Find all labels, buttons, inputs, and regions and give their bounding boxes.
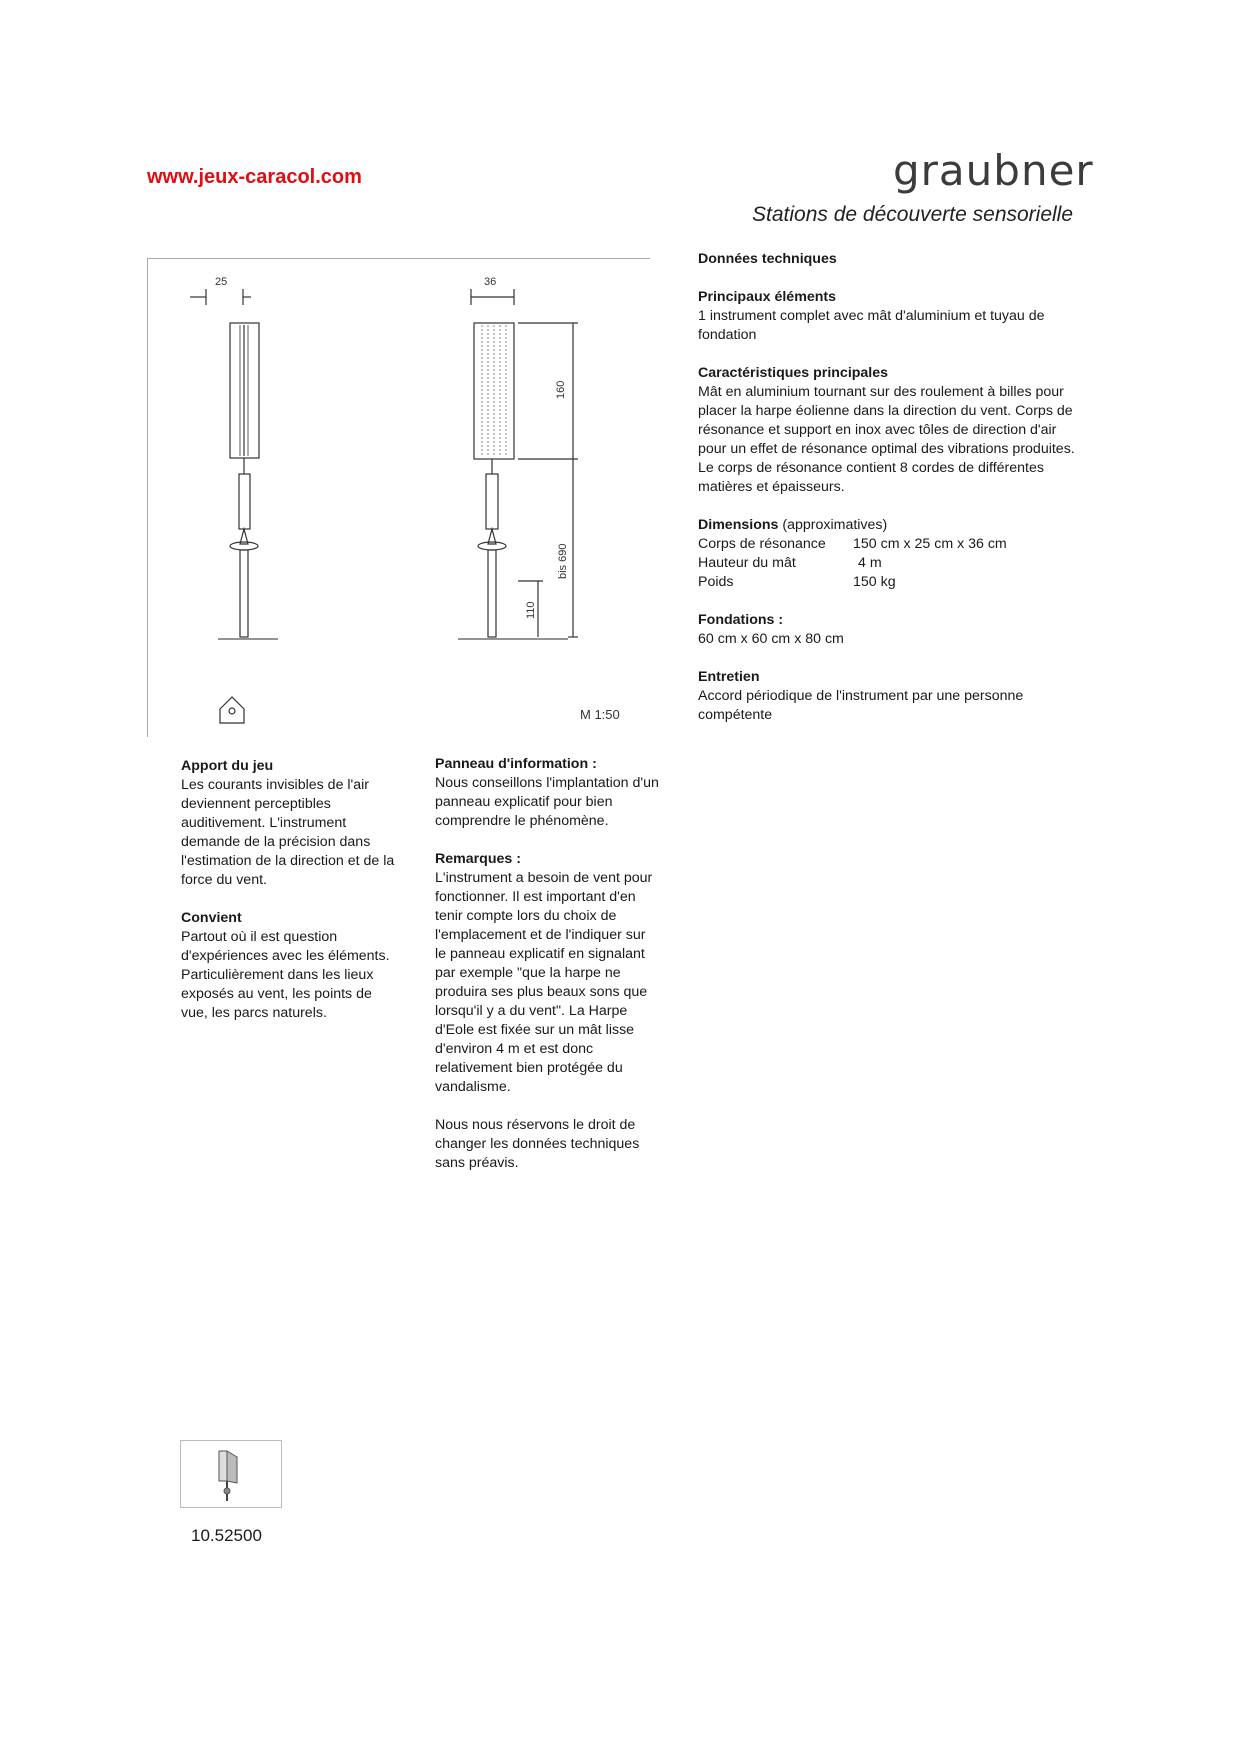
info-panel-heading: Panneau d'information : — [435, 756, 597, 772]
main-features-heading: Caractéristiques principales — [698, 365, 889, 381]
side-flange — [478, 542, 506, 550]
front-foundation-pipe — [240, 550, 248, 637]
left-column — [181, 757, 401, 1042]
middle-column — [435, 755, 660, 1192]
main-elements-heading: Principaux éléments — [698, 289, 836, 305]
article-number: 10.52500 — [191, 1526, 262, 1545]
technical-drawing — [147, 258, 650, 737]
front-mast-upper — [239, 474, 250, 529]
suits-text: Partout où il est question d'expériences avec les éléments. Particulièrement dans les lieux exposés au vent, les points de vue, les parcs naturels. — [181, 929, 390, 1021]
benefit-text: Les courants invisibles de l'air deviennent perceptibles auditivement. L'instrument demande de la précision dans l'estimation de la direction et de la force du vent. — [181, 777, 395, 888]
dimensions-qualifier: (approximatives) — [782, 517, 888, 533]
site-url-link[interactable]: www.jeux-caracol.com — [147, 166, 362, 188]
dimension-row — [698, 554, 1078, 573]
foundations-text: 60 cm x 60 cm x 80 cm — [698, 631, 844, 647]
dimension-row — [698, 573, 1078, 592]
dimension-value: 4 m — [858, 555, 882, 571]
dim-label-mast: bis 690 — [557, 543, 569, 579]
brand-logo: graubner — [893, 146, 1094, 195]
age-symbol-house — [220, 697, 244, 723]
benefit-heading: Apport du jeu — [181, 758, 274, 774]
dimension-label: Hauteur du mât — [698, 555, 796, 571]
info-panel-text: Nous conseillons l'implantation d'un panneau explicatif pour bien comprendre le phénomène. — [435, 775, 659, 829]
age-symbol-dot — [229, 708, 235, 714]
side-foundation-pipe — [488, 550, 496, 637]
dimension-value: 150 cm x 25 cm x 36 cm — [853, 536, 1007, 552]
side-mast-upper — [486, 474, 498, 529]
drawing-svg — [148, 259, 650, 737]
remarks-heading: Remarques : — [435, 851, 521, 867]
foundations-heading: Fondations : — [698, 612, 784, 628]
technical-title: Données techniques — [698, 251, 837, 267]
remarks-text: L'instrument a besoin de vent pour fonctionner. Il est important d'en tenir compte lors du choix de l'emplacement et de l'indiquer sur le panneau explicatif en signalant par exemple "que la harpe ne produira ses plus beaux sons que lorsqu'il y a du vent". La Harpe d'Eole est fixée sur un mât lisse d'environ 4 m et est donc relativement bien protégée du vandalisme. — [435, 870, 653, 1095]
suits-heading: Convient — [181, 910, 242, 926]
product-thumbnail — [180, 1440, 282, 1508]
main-features-text: Mât en aluminium tournant sur des roulement à billes pour placer la harpe éolienne dans la direction du vent. Corps de résonance et support en inox avec tôles de direction d'air pour un effet de résonance optimal des vibrations produites. Le corps de résonance contient 8 cordes de différentes matières et épaisseurs. — [698, 384, 1075, 495]
dimension-label: Poids — [698, 574, 734, 590]
dimension-label: Corps de résonance — [698, 536, 826, 552]
page-subtitle: Stations de découverte sensorielle — [752, 203, 1074, 226]
thumbnail-svg — [181, 1441, 281, 1507]
maintenance-text: Accord périodique de l'instrument par une personne compétente — [698, 688, 1024, 723]
front-flange — [230, 542, 258, 550]
dimension-row — [698, 535, 1078, 554]
dim-label-foundation: 110 — [525, 601, 537, 619]
reserve-text: Nous nous réservons le droit de changer les données techniques sans préavis. — [435, 1117, 640, 1171]
dim-label-front: 25 — [215, 276, 228, 288]
main-elements-text: 1 instrument complet avec mât d'aluminium et tuyau de fondation — [698, 308, 1045, 343]
dim-label-body: 160 — [555, 380, 567, 399]
dimensions-heading: Dimensions — [698, 517, 779, 533]
technical-data — [698, 250, 1078, 744]
maintenance-heading: Entretien — [698, 669, 760, 685]
dim-label-side: 36 — [484, 276, 497, 288]
dimension-value: 150 kg — [853, 574, 896, 590]
scale-label: M 1:50 — [580, 707, 620, 722]
